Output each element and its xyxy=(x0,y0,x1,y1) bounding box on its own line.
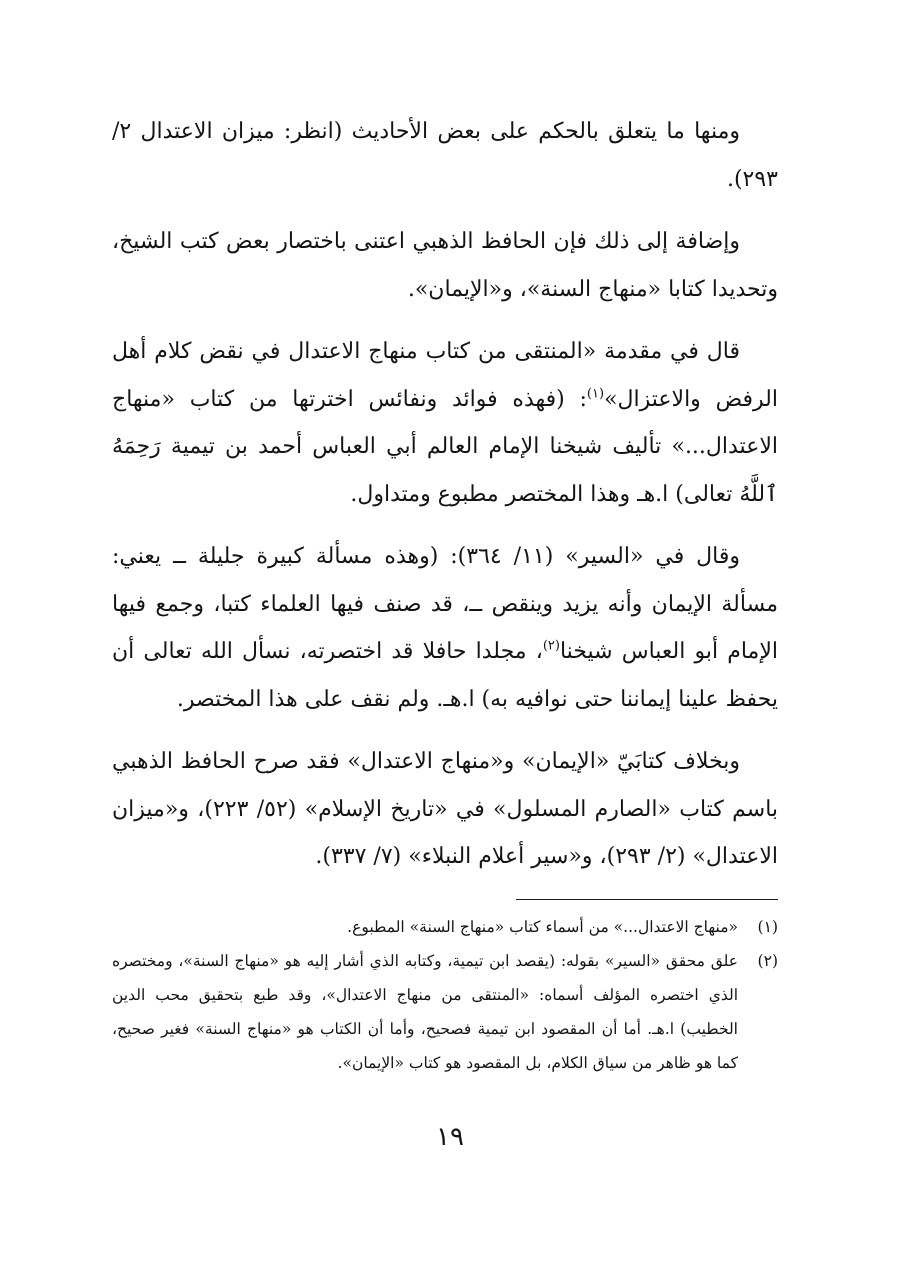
footnote-text: «منهاج الاعتدال...» من أسماء كتاب «منهاج السنة» المطبوع. xyxy=(347,917,738,936)
paragraph-text: وبخلاف كتابَيّ «الإيمان» و«منهاج الاعتدال» فقد صرح الحافظ الذهبي باسم كتاب «الصارم المسلول» في «تاريخ الإسلام» (٥٢/ ٢٢٣)، و«ميزان الاعتدال» (٢/ ٢٩٣)، و«سير أعلام النبلاء» (٧/ ٣٣٧). xyxy=(112,749,779,869)
paragraph-5 xyxy=(112,738,778,881)
paragraph-text: ، مجلدا حافلا قد اختصرته، نسأل الله تعالى أن يحفظ علينا إيماننا حتى نوافيه به) ا.هـ. ولم نقف على هذا المختصر. xyxy=(112,639,778,712)
paragraph-text: وإضافة إلى ذلك فإن الحافظ الذهبي اعتنى باختصار بعض كتب الشيخ، وتحديدا كتابا «منهاج السنة»، و«الإيمان». xyxy=(112,229,778,302)
footnote-number: (٢) xyxy=(757,951,778,970)
paragraph-3 xyxy=(112,328,778,518)
body-text xyxy=(112,108,778,881)
paragraph-text: وقال في «السير» (١١/ ٣٦٤): (وهذه مسألة كبيرة جليلة ــ يعني: مسألة الإيمان وأنه يزيد وينقص ــ، قد صنف فيها العلماء كتبا، وجمع فيها الإمام أبو العباس شيخنا xyxy=(112,544,778,664)
page-content xyxy=(112,108,778,1080)
footnote-text: علق محقق «السير» بقوله: (يقصد ابن تيمية، وكتابه الذي أشار إليه هو «منهاج السنة»، ومختصره الذي اختصره المؤلف أسماه: «المنتقى من منهاج الاعتدال»، وقد طبع بتحقيق محب الدين الخطيب) ا.هـ. أما أن المقصود ابن تيمية فصحيح، وأما أن الكتاب هو «منهاج السنة» فغير صحيح، كما هو ظاهر من سياق الكلام، بل المقصود هو كتاب «الإيمان». xyxy=(112,951,738,1072)
footnote-number: (١) xyxy=(757,917,778,936)
paragraph-2 xyxy=(112,218,778,313)
paragraph-4 xyxy=(112,533,778,723)
paragraph-text: قال في مقدمة «المنتقى من كتاب منهاج الاعتدال في نقض كلام أهل الرفض والاعتزال» xyxy=(112,339,778,412)
footnote-2 xyxy=(112,944,778,1080)
footnotes xyxy=(112,910,778,1080)
paragraph-1 xyxy=(112,108,778,203)
footnote-ref-1[interactable]: (١) xyxy=(586,386,605,402)
footnote-divider xyxy=(516,899,778,900)
paragraph-text: ومنها ما يتعلق بالحكم على بعض الأحاديث (انظر: ميزان الاعتدال ٢/ ٢٩٣). xyxy=(112,119,778,192)
paragraph-text: : (فهذه فوائد ونفائس اخترتها من كتاب «منهاج الاعتدال...» تأليف شيخنا الإمام العالم أبي العباس أحمد بن تيمية رَحِمَهُ ٱللَّهُ تعالى) ا.هـ وهذا المختصر مطبوع ومتداول. xyxy=(112,386,778,507)
footnote-1 xyxy=(112,910,778,944)
footnote-ref-2[interactable]: (٢) xyxy=(542,638,560,654)
page-number: ١٩ xyxy=(436,1122,464,1152)
